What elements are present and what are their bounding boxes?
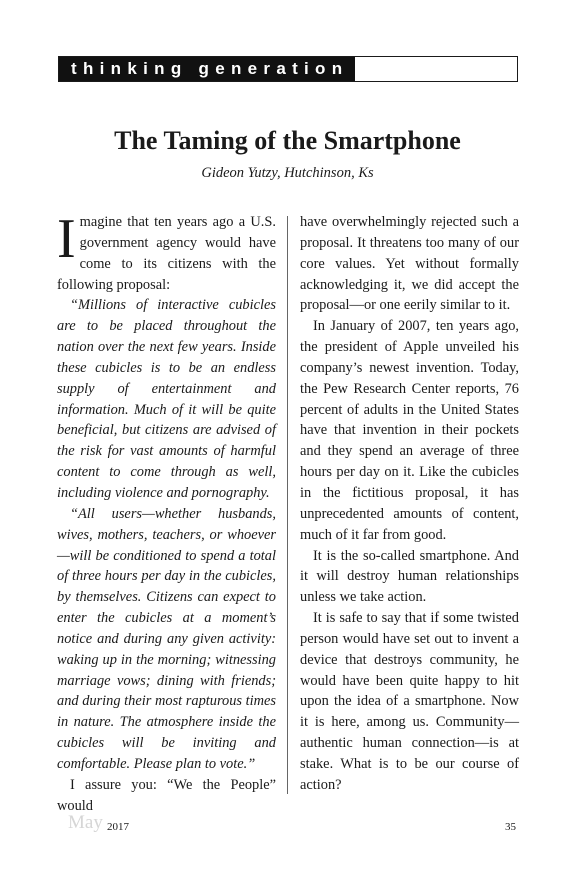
paragraph: “Millions of interactive cubicles are to be placed throughout the nation over the next few years. Inside these cubicles is to be an endless supply of entertainment and information. Much of it will be quite beneficial, but citizens are advised of the risk for vast amounts of harmful content to come through as well, including violence and pornography.: [57, 297, 276, 501]
left-column: [57, 208, 276, 816]
page-number: 35: [505, 821, 516, 833]
section-header: [58, 56, 518, 82]
footer-month: May: [68, 812, 103, 833]
paragraph: It is safe to say that if some twisted person would have set out to invent a device that destroys community, he would have been quite happy to hit upon the idea of a smartphone. Now it is here, among us. Community—authentic human connection—is at stake. What is to be our course of action?: [300, 610, 519, 793]
paragraph: It is the so-called smartphone. And it will destroy human relationships unless we take action.: [300, 547, 519, 606]
paragraph: have overwhelmingly rejected such a proposal. It threatens too many of our core values. Yet without formally acknowledging it, we did accept the proposal—or one eerily similar to it.: [300, 214, 519, 314]
drop-cap: I: [57, 208, 76, 270]
right-column: [300, 212, 519, 796]
section-label: thinking generation: [59, 57, 355, 81]
column-divider: [287, 216, 288, 794]
paragraph: I assure you: “We the People” would: [57, 776, 276, 814]
article-byline: Gideon Yutzy, Hutchinson, Ks: [201, 165, 374, 181]
paragraph: “All users—whether husbands, wives, mothers, teachers, or whoever—will be conditioned to spend a total of three hours per day in the cubicles, by themselves. Citizens can expect to enter the cubicles at a moment’s notice and during any given activity: waking up in the morning; witnessing marriage vows; dining with friends; and during their most rapturous times in nature. The atmosphere inside the cubicles will be inviting and comfortable. Please plan to vote.”: [57, 505, 276, 772]
paragraph: In January of 2007, ten years ago, the president of Apple unveiled his company’s newest invention. Today, the Pew Research Center reports, 76 percent of adults in the United States have that invention in their pockets and they spend an average of three hours per day on it. Like the cubicles in the fictitious proposal, it has unprecedented amounts of content, much of it far from good.: [300, 318, 519, 543]
article-title: The Taming of the Smartphone: [114, 126, 461, 155]
paragraph: Imagine that ten years ago a U.S. government agency would have come to its citizens with the following proposal:: [57, 208, 276, 293]
footer-year: 2017: [107, 821, 129, 833]
